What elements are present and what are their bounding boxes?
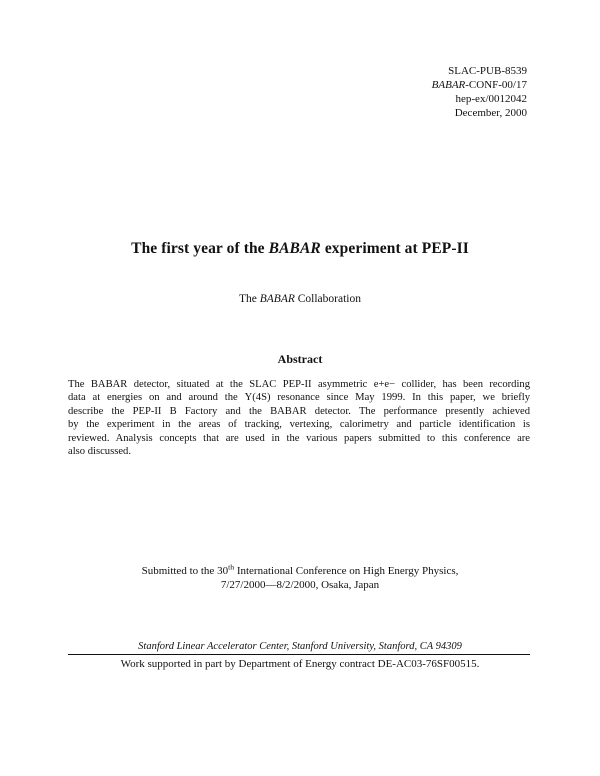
conf-number xyxy=(432,78,527,92)
abstract-line: by the experiment in the areas of tracking, vertexing, calorimetry and particle identification is xyxy=(68,419,530,431)
abstract-line: reviewed. Analysis concepts that are used in the various papers submitted to this conference are xyxy=(68,432,530,444)
submission-text: Submitted to the 30 xyxy=(141,565,229,577)
title-before: The first year of the xyxy=(131,240,269,257)
author-after: Collaboration xyxy=(294,293,361,305)
conf-prefix: BABAR xyxy=(431,79,466,91)
submission-note xyxy=(0,564,600,592)
abstract-line: data at energies on and around the Υ(4S) resonance since May 1999. In this paper, we briefly xyxy=(68,392,530,404)
title-babar: BABAR xyxy=(268,240,321,257)
author-before: The xyxy=(238,293,260,305)
abstract-line: describe the PEP-II B Factory and the BABAR detector. The performance presently achieved xyxy=(68,405,530,417)
footer-rule xyxy=(68,654,530,655)
pub-number: SLAC-PUB-8539 xyxy=(448,65,527,77)
funding-note: Work supported in part by Department of Energy contract DE-AC03-76SF00515. xyxy=(120,658,480,670)
abstract-body xyxy=(68,378,530,458)
conf-suffix: -CONF-00/17 xyxy=(465,79,527,91)
submission-line-1 xyxy=(0,564,600,578)
author-line xyxy=(0,293,600,305)
abstract-heading: Abstract xyxy=(277,352,323,366)
ordinal-suffix: th xyxy=(228,562,235,572)
abstract-line: also discussed. xyxy=(68,446,131,458)
report-date: December, 2000 xyxy=(454,107,527,119)
report-identifiers xyxy=(432,64,527,120)
arxiv-id: hep-ex/0012042 xyxy=(455,93,527,105)
submission-line-2: 7/27/2000—8/2/2000, Osaka, Japan xyxy=(220,579,380,591)
institution-address: Stanford Linear Accelerator Center, Stanford University, Stanford, CA 94309 xyxy=(138,641,462,652)
author-babar: BABAR xyxy=(259,293,295,305)
paper-title xyxy=(0,240,600,258)
abstract-line: The BABAR detector, situated at the SLAC PEP-II asymmetric e+e− collider, has been recording xyxy=(68,379,530,390)
submission-text: International Conference on High Energy Physics, xyxy=(234,565,459,577)
title-after: experiment at PEP-II xyxy=(320,240,469,257)
